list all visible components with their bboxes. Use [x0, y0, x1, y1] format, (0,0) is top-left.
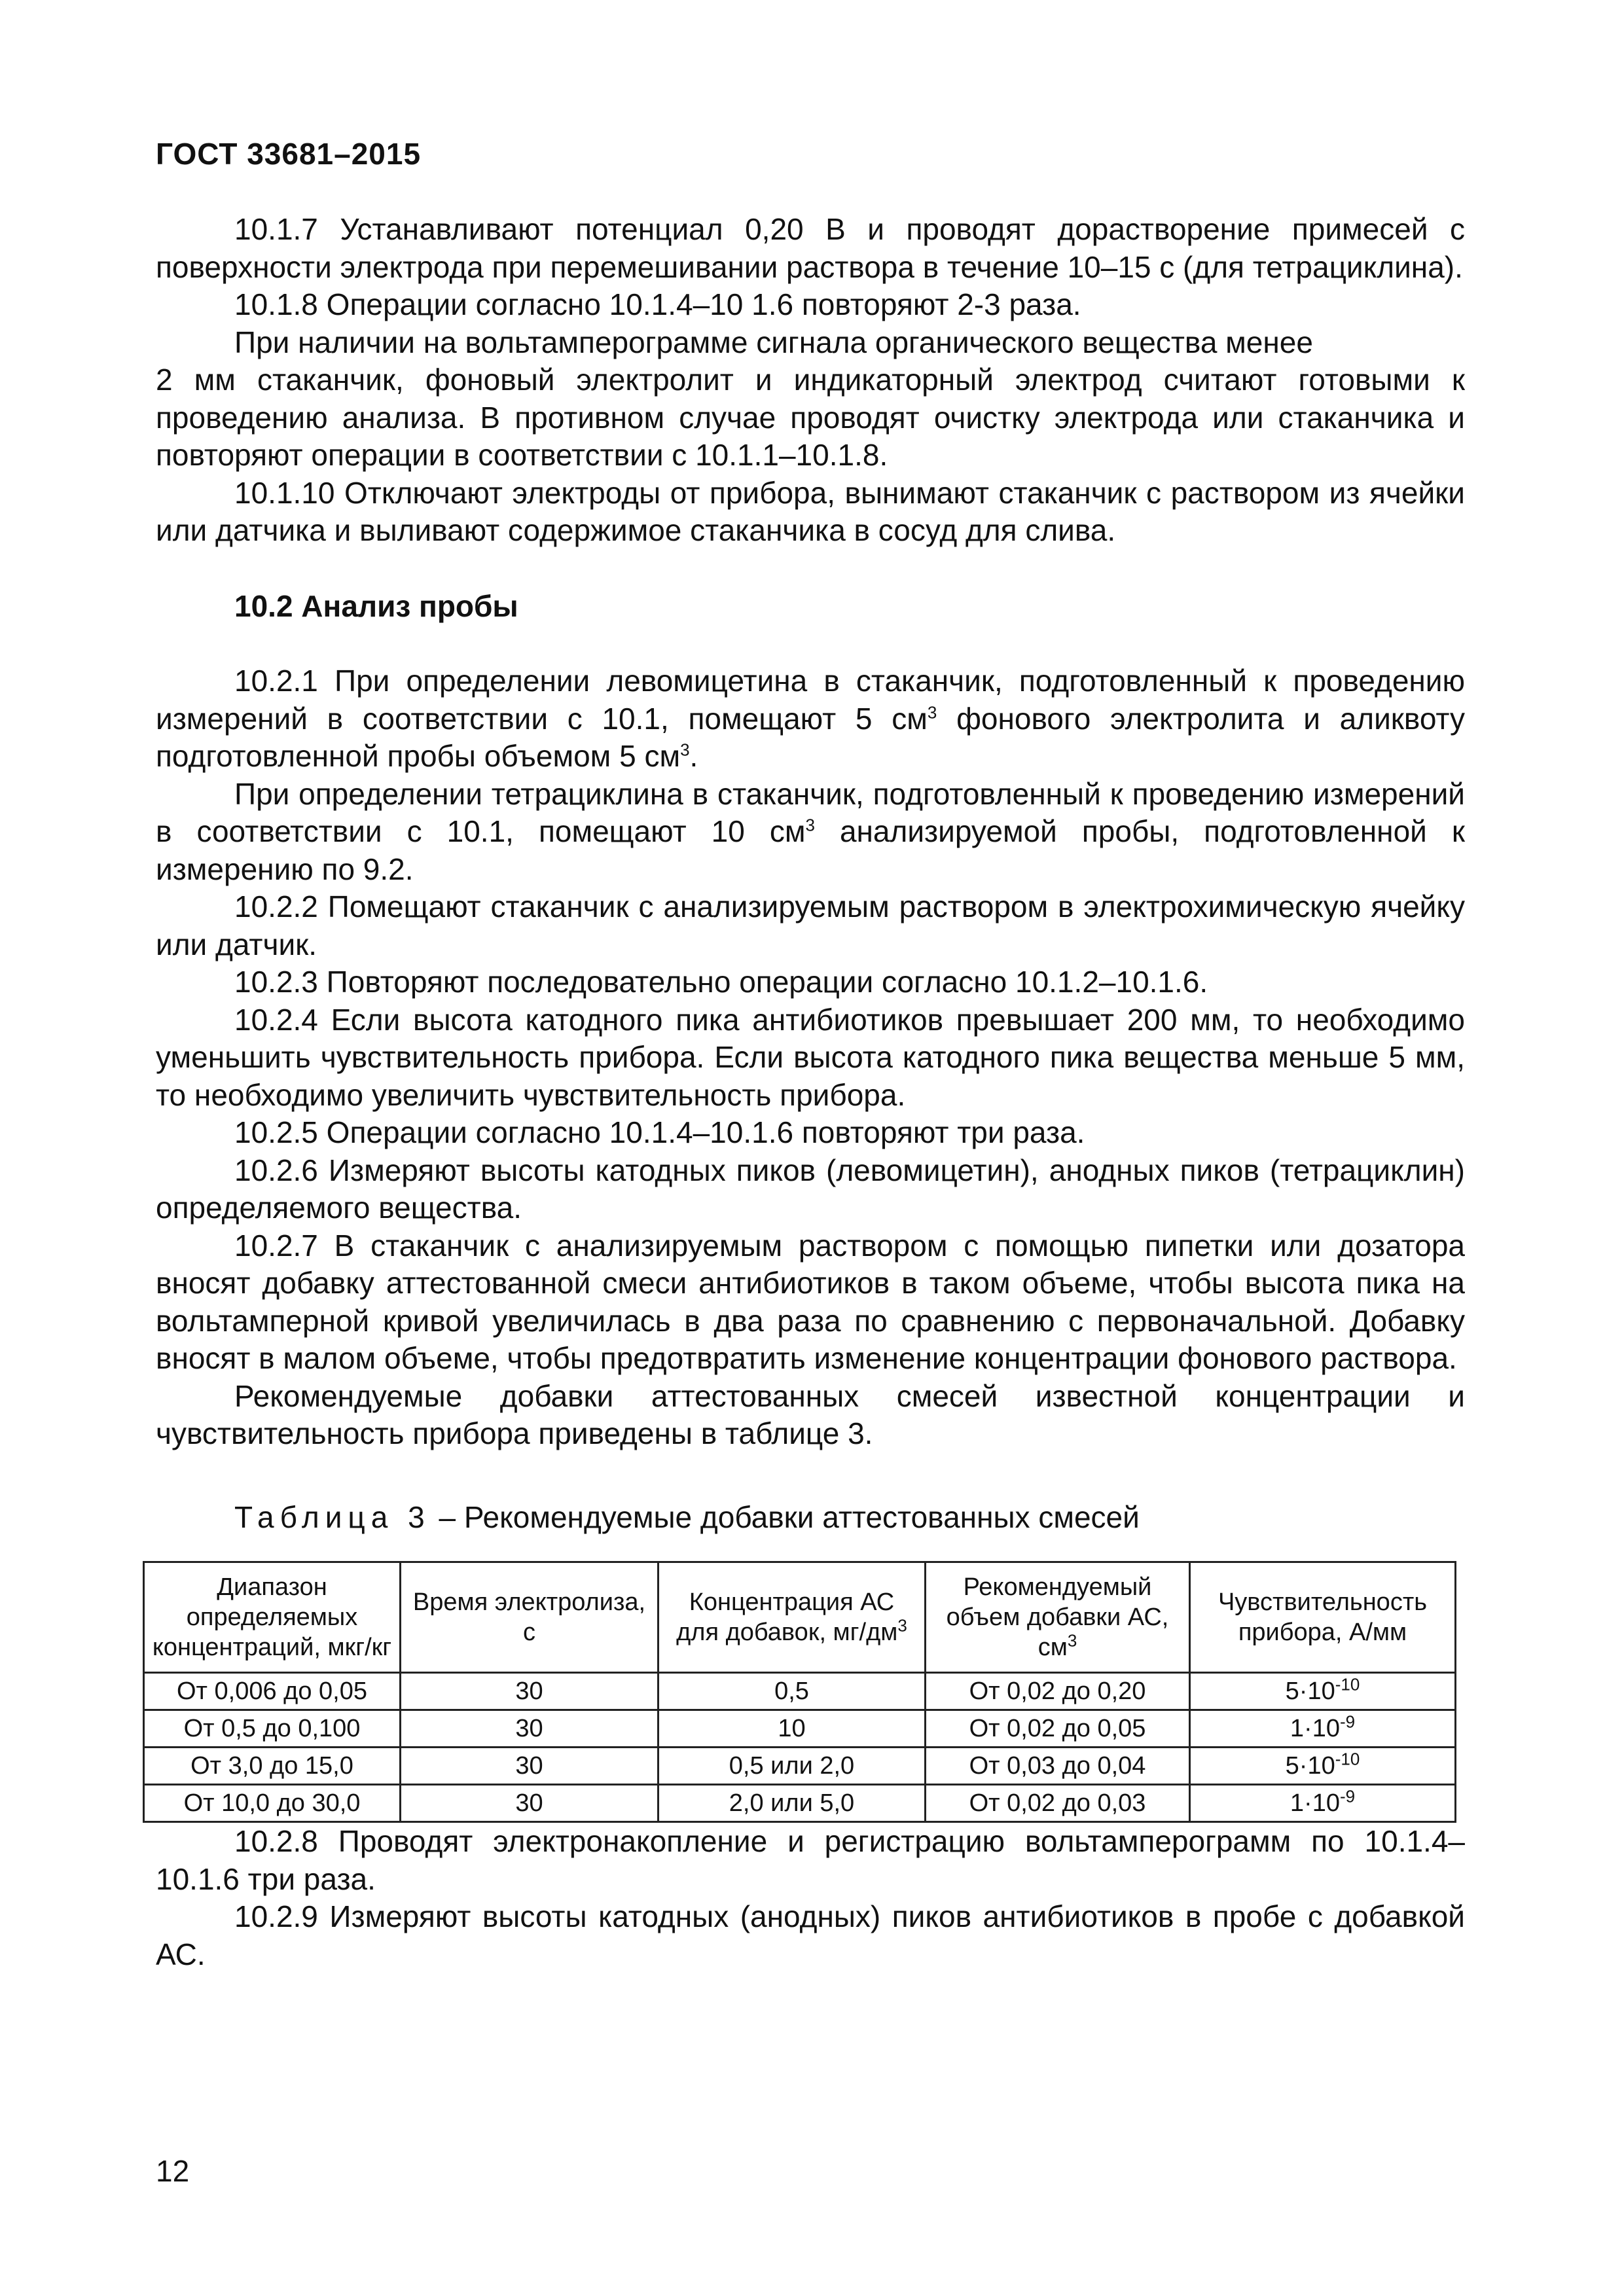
- section-heading-10-2: 10.2 Анализ пробы: [234, 588, 518, 623]
- paragraph-10-2-9: 10.2.9 Измеряют высоты катодных (анодных) пиков антибиотиков в пробе с добавкой АС.: [156, 1899, 1465, 1971]
- cell-range: От 0,006 до 0,05: [144, 1673, 401, 1710]
- cell-sensitivity: $1\cdot 10^{-9}$: [1190, 1785, 1456, 1822]
- cell-range: От 0,5 до 0,100: [144, 1710, 401, 1748]
- cell-concentration: 0,5 или 2,0: [659, 1748, 926, 1785]
- cell-time: 30: [401, 1748, 659, 1785]
- cell-concentration: 0,5: [659, 1673, 926, 1710]
- cell-time: 30: [401, 1785, 659, 1822]
- paragraph-ready-condition: 2 мм стаканчик, фоновый электролит и индикаторный электрод считают готовыми к проведению анализа. В противном случае проводят очистку электрода или стаканчика и повторяют операции в соответствии с 10.1.1–10.1.8.: [156, 363, 1465, 472]
- paragraph-10-2-5: 10.2.5 Операции согласно 10.1.4–10.1.6 повторяют три раза.: [234, 1115, 1085, 1149]
- paragraph-10-2-3: 10.2.3 Повторяют последовательно операции согласно 10.1.2–10.1.6.: [234, 965, 1208, 999]
- cell-volume: От 0,02 до 0,05: [926, 1710, 1190, 1748]
- cell-concentration: 10: [659, 1710, 926, 1748]
- cell-range: От 10,0 до 30,0: [144, 1785, 401, 1822]
- paragraph-10-1-7: 10.1.7 Устанавливают потенциал 0,20 В и проводят дорастворение примесей с поверхности электрода при перемешивании раствора в течение 10–15 с (для тетрациклина).: [156, 212, 1465, 284]
- table-row: [144, 1785, 1456, 1822]
- paragraph-10-2-6: 10.2.6 Измеряют высоты катодных пиков (левомицетин), анодных пиков (тетрациклин) определяемого вещества.: [156, 1153, 1465, 1225]
- paragraph-organic-signal: При наличии на вольтамперограмме сигнала органического вещества менее: [234, 325, 1313, 359]
- cell-concentration: 2,0 или 5,0: [659, 1785, 926, 1822]
- cell-volume: От 0,03 до 0,04: [926, 1748, 1190, 1785]
- header-range: Диапазон определяемых концентраций, мкг/кг: [144, 1562, 401, 1673]
- cell-time: 30: [401, 1710, 659, 1748]
- cell-time: 30: [401, 1673, 659, 1710]
- table-row: [144, 1673, 1456, 1710]
- paragraph-10-1-10: 10.1.10 Отключают электроды от прибора, вынимают стаканчик с раствором из ячейки или датчика и выливают содержимое стаканчика в сосуд для слива.: [156, 475, 1465, 547]
- table-row: [144, 1748, 1456, 1785]
- cell-volume: От 0,02 до 0,03: [926, 1785, 1190, 1822]
- standard-code-header: ГОСТ 33681–2015: [156, 137, 422, 171]
- cell-sensitivity: $1\cdot 10^{-9}$: [1190, 1710, 1456, 1748]
- paragraph-tetracycline: При определении тетрациклина в стаканчик, подготовленный к проведению измерений в соответствии с 10.1, помещают 10 $см^3$ анализируемой пробы, подготовленной к измерению по 9.2.: [156, 776, 1465, 886]
- cell-sensitivity: $5\cdot 10^{-10}$: [1190, 1748, 1456, 1785]
- table-caption: [156, 1499, 1465, 1537]
- paragraph-10-2-4: 10.2.4 Если высота катодного пика антибиотиков превышает 200 мм, то необходимо уменьшить чувствительность прибора. Если высота катодного пика вещества меньше 5 мм, то необходимо увеличить чувствительность прибора.: [156, 1002, 1465, 1112]
- paragraph-10-1-8: 10.1.8 Операции согласно 10.1.4–10 1.6 повторяют 2-3 раза.: [234, 287, 1081, 321]
- additions-table: [143, 1561, 1456, 1823]
- cell-sensitivity: $5\cdot 10^{-10}$: [1190, 1673, 1456, 1710]
- header-time: Время электролиза, с: [401, 1562, 659, 1673]
- document-body: [152, 211, 1465, 1973]
- paragraph-10-2-2: 10.2.2 Помещают стаканчик с анализируемым раствором в электрохимическую ячейку или датчик.: [156, 889, 1465, 961]
- page-number: 12: [156, 2154, 190, 2188]
- table-header-row: [144, 1562, 1456, 1673]
- table-row: [144, 1710, 1456, 1748]
- header-volume: Рекомендуемый объем добавки АС, $см^3$: [926, 1562, 1190, 1673]
- header-concentration: Концентрация АС для добавок, $мг/дм^3$: [659, 1562, 926, 1673]
- paragraph-10-2-8: 10.2.8 Проводят электронакопление и регистрацию вольтамперограмм по 10.1.4–10.1.6 три раза.: [156, 1824, 1465, 1896]
- cell-range: От 3,0 до 15,0: [144, 1748, 401, 1785]
- table-caption-text: – Рекомендуемые добавки аттестованных смесей: [430, 1499, 1140, 1534]
- paragraph-10-2-1: 10.2.1 При определении левомицетина в стаканчик, подготовленный к проведению измерений в соответствии с 10.1, помещают 5 $см^3$ фонового электролита и аликвоту подготовленной пробы объемом 5 $см^3$.: [156, 664, 1465, 773]
- table-caption-label: Таблица 3: [234, 1499, 431, 1534]
- header-sensitivity: Чувствительность прибора, А/мм: [1190, 1562, 1456, 1673]
- paragraph-10-2-7: 10.2.7 В стаканчик с анализируемым раствором с помощью пипетки или дозатора вносят добавку аттестованной смеси антибиотиков в таком объеме, чтобы высота пика на вольтамперной кривой увеличилась в два раза по сравнению с первоначальной. Добавку вносят в малом объеме, чтобы предотвратить изменение концентрации фонового раствора.: [156, 1228, 1465, 1375]
- cell-volume: От 0,02 до 0,20: [926, 1673, 1190, 1710]
- paragraph-recommended-additions: Рекомендуемые добавки аттестованных смесей известной концентрации и чувствительность прибора приведены в таблице 3.: [156, 1378, 1465, 1450]
